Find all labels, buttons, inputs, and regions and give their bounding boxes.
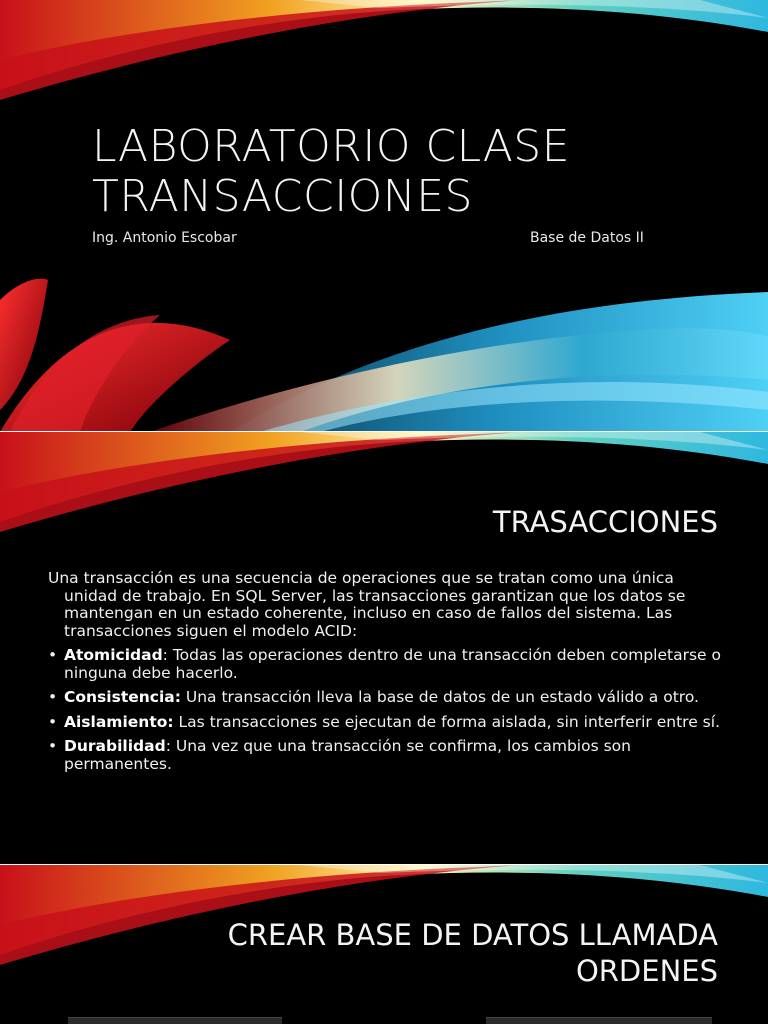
author-label: Ing. Antonio Escobar: [92, 230, 237, 246]
list-item: [48, 689, 724, 707]
acid-description: Una transacción lleva la base de datos de un estado válido a otro.: [180, 688, 699, 706]
image-placeholder: [68, 1017, 282, 1024]
title-line-1: LABORATORIO CLASE: [92, 121, 571, 172]
title-line-2: ORDENES: [575, 954, 718, 988]
list-item: [48, 738, 724, 773]
acid-description: Las transacciones se ejecutan de forma aislada, sin interferir entre sí.: [173, 712, 720, 731]
acid-list: [48, 647, 724, 773]
title-line-1: CREAR BASE DE DATOS LLAMADA: [227, 918, 718, 952]
image-placeholder: [486, 1017, 712, 1024]
slide-title: [228, 917, 718, 989]
acid-description: : Todas las operaciones dentro de una transacción deben completarse o ninguna debe hacerlo.: [64, 646, 721, 682]
list-item: [48, 647, 724, 682]
intro-paragraph: Una transacción es una secuencia de operaciones que se tratan como una única unidad de trabajo. En SQL Server, las transacciones garantizan que los datos se mantengan en un estado coherente, incluso en caso de fallos del sistema. Las transacciones siguen el modelo ACID:: [48, 569, 686, 640]
title-slide: [0, 0, 768, 432]
acid-description: : Una vez que una transacción se confirma, los cambios son permanentes.: [64, 737, 631, 773]
acid-term: Consistencia:: [64, 688, 181, 706]
acid-term: Atomicidad: [64, 646, 163, 664]
course-label: Base de Datos II: [530, 230, 644, 246]
acid-term: Durabilidad: [64, 737, 166, 755]
slide-title: TRASACCIONES: [492, 505, 718, 539]
acid-term: Aislamiento:: [64, 712, 174, 731]
slide-body: [48, 570, 724, 780]
transactions-slide: [0, 432, 768, 865]
presentation-title: [92, 122, 570, 222]
list-item: [48, 714, 724, 732]
title-line-2: TRANSACCIONES: [92, 171, 473, 222]
create-database-slide: [0, 865, 768, 1024]
